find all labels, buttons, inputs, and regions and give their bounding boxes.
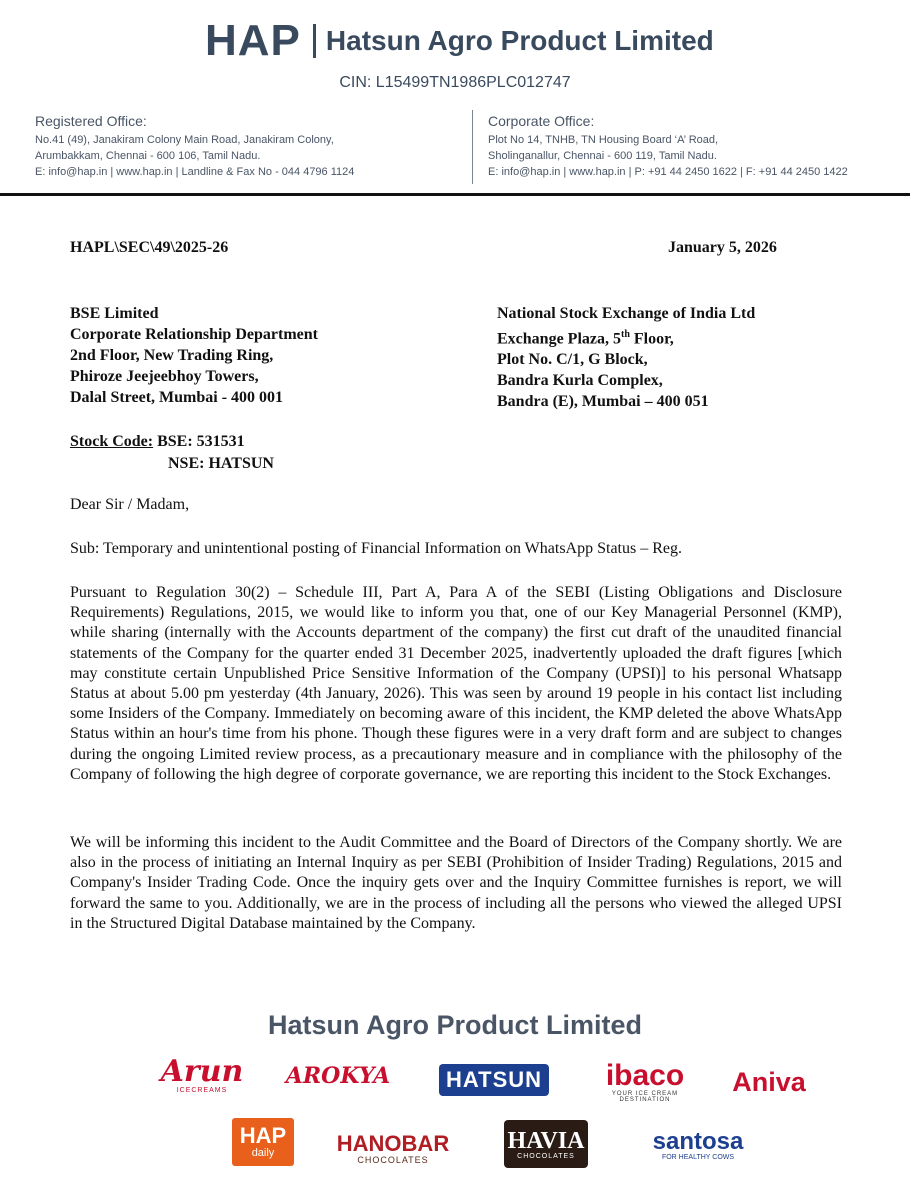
aniva-logo: Aniva bbox=[732, 1066, 806, 1097]
address-line: Dalal Street, Mumbai - 400 001 bbox=[70, 389, 284, 406]
corporate-office-line: Sholinganallur, Chennai - 600 119, Tamil Nadu. bbox=[488, 150, 717, 162]
office-divider bbox=[472, 110, 473, 184]
registered-office-contact: E: info@hap.in | www.hap.in | Landline & Fax No - 044 4796 1124 bbox=[35, 166, 355, 178]
letterhead-logo bbox=[205, 18, 714, 64]
arun-logo: Arun ICECREAMS bbox=[160, 1053, 244, 1094]
nse-code: NSE: HATSUN bbox=[168, 455, 274, 472]
footer-company-name: Hatsun Agro Product Limited bbox=[267, 1010, 642, 1040]
hatsun-logo: HATSUN bbox=[439, 1064, 549, 1096]
stock-code-label: Stock Code: bbox=[70, 433, 154, 450]
corporate-office-title: Corporate Office: bbox=[488, 113, 595, 129]
corporate-office-contact: E: info@hap.in | www.hap.in | P: +91 44 2450 1622 | F: +91 44 2450 1422 bbox=[488, 166, 848, 178]
address-line: Bandra (E), Mumbai – 400 051 bbox=[497, 393, 709, 411]
ibaco-logo: ibaco YOUR ICE CREAM DESTINATION bbox=[605, 1059, 685, 1103]
registered-office-line: No.41 (49), Janakiram Colony Main Road, Janakiram Colony, bbox=[35, 134, 334, 146]
address-line: Exchange Plaza, 5th Floor, bbox=[497, 329, 674, 348]
address-line: Phiroze Jeejeebhoy Towers, bbox=[70, 368, 259, 385]
subject-line: Sub: Temporary and unintentional posting of Financial Information on WhatsApp Status – Reg. bbox=[70, 540, 682, 557]
corporate-office bbox=[488, 112, 908, 180]
address-line: BSE Limited bbox=[70, 305, 159, 322]
stock-code bbox=[70, 431, 274, 475]
havia-logo: HAVIA CHOCOLATES bbox=[504, 1120, 588, 1168]
greeting: Dear Sir / Madam, bbox=[70, 496, 190, 513]
bse-code: BSE: 531531 bbox=[157, 433, 245, 450]
registered-office-line: Arumbakkam, Chennai - 600 106, Tamil Nadu. bbox=[35, 150, 261, 162]
cin-number: CIN: L15499TN1986PLC012747 bbox=[339, 74, 571, 91]
hap-logo: HAP bbox=[205, 16, 301, 65]
bse-address bbox=[70, 303, 318, 408]
corporate-office-line: Plot No 14, TNHB, TN Housing Board ‘A’ Road, bbox=[488, 134, 719, 146]
address-line: Corporate Relationship Department bbox=[70, 326, 318, 343]
letter-date: January 5, 2026 bbox=[668, 239, 777, 256]
address-line: Plot No. C/1, G Block, bbox=[497, 351, 648, 369]
body-paragraph: We will be informing this incident to the Audit Committee and the Board of Directors of the Company shortly. We are also in the process of initiating an Internal Inquiry as per SEBI (Prohibition of Insider Trading) Regulations, 2015 and Company's Insider Trading Code. Once the inquiry gets over and the Inquiry Committee furnishes is report, we will forward the same to you. Additionally, we are in the process of including all the persons who viewed the alleged UPSI in the Structured Digital Database maintained by the Company. bbox=[70, 834, 842, 932]
logo-divider bbox=[313, 24, 316, 58]
address-line: 2nd Floor, New Trading Ring, bbox=[70, 347, 274, 364]
header-rule bbox=[0, 193, 910, 196]
body-paragraph: Pursuant to Regulation 30(2) – Schedule III, Part A, Para A of the SEBI (Listing Obligations and Disclosure Requirements) Regulations, 2015, we would like to inform you that, one of our Key Managerial Personnel (KMP), while sharing (internally with the Accounts department of the company) the first cut draft of the unaudited financial statements of the Company for the quarter ended 31 December 2025, inadvertently uploaded the draft figures [which may constitute certain Unpublished Price Sensitive Information of the Company (UPSI)] to his personal Whatsapp Status at about 5.00 pm yesterday (4th January, 2026). This was seen by around 19 people in his contact list including some Insiders of the Company. Immediately on becoming aware of this incident, the KMP deleted the above WhatsApp Status within an hour's time from his phone. Though these figures were in a very draft form and are subject to changes during the ongoing Limited review process, as a precautionary measure and in compliance with the philosophy of the Company of following the high degree of corporate governance, we are reporting this incident to the Stock Exchanges. bbox=[70, 584, 842, 783]
letterhead-company-name: Hatsun Agro Product Limited bbox=[325, 25, 714, 56]
hap-daily-logo: HAP daily bbox=[232, 1118, 294, 1166]
nse-address bbox=[497, 303, 755, 412]
hanobar-logo: HANOBAR CHOCOLATES bbox=[336, 1131, 450, 1165]
reference-number: HAPL\SEC\49\2025-26 bbox=[70, 239, 229, 256]
arokya-logo: AROKYA bbox=[285, 1063, 391, 1089]
registered-office-title: Registered Office: bbox=[35, 113, 147, 129]
registered-office bbox=[35, 112, 455, 180]
address-line: Bandra Kurla Complex, bbox=[497, 372, 663, 390]
address-line: National Stock Exchange of India Ltd bbox=[497, 305, 756, 322]
santosa-logo: santosa FOR HEALTHY COWS bbox=[652, 1127, 744, 1161]
